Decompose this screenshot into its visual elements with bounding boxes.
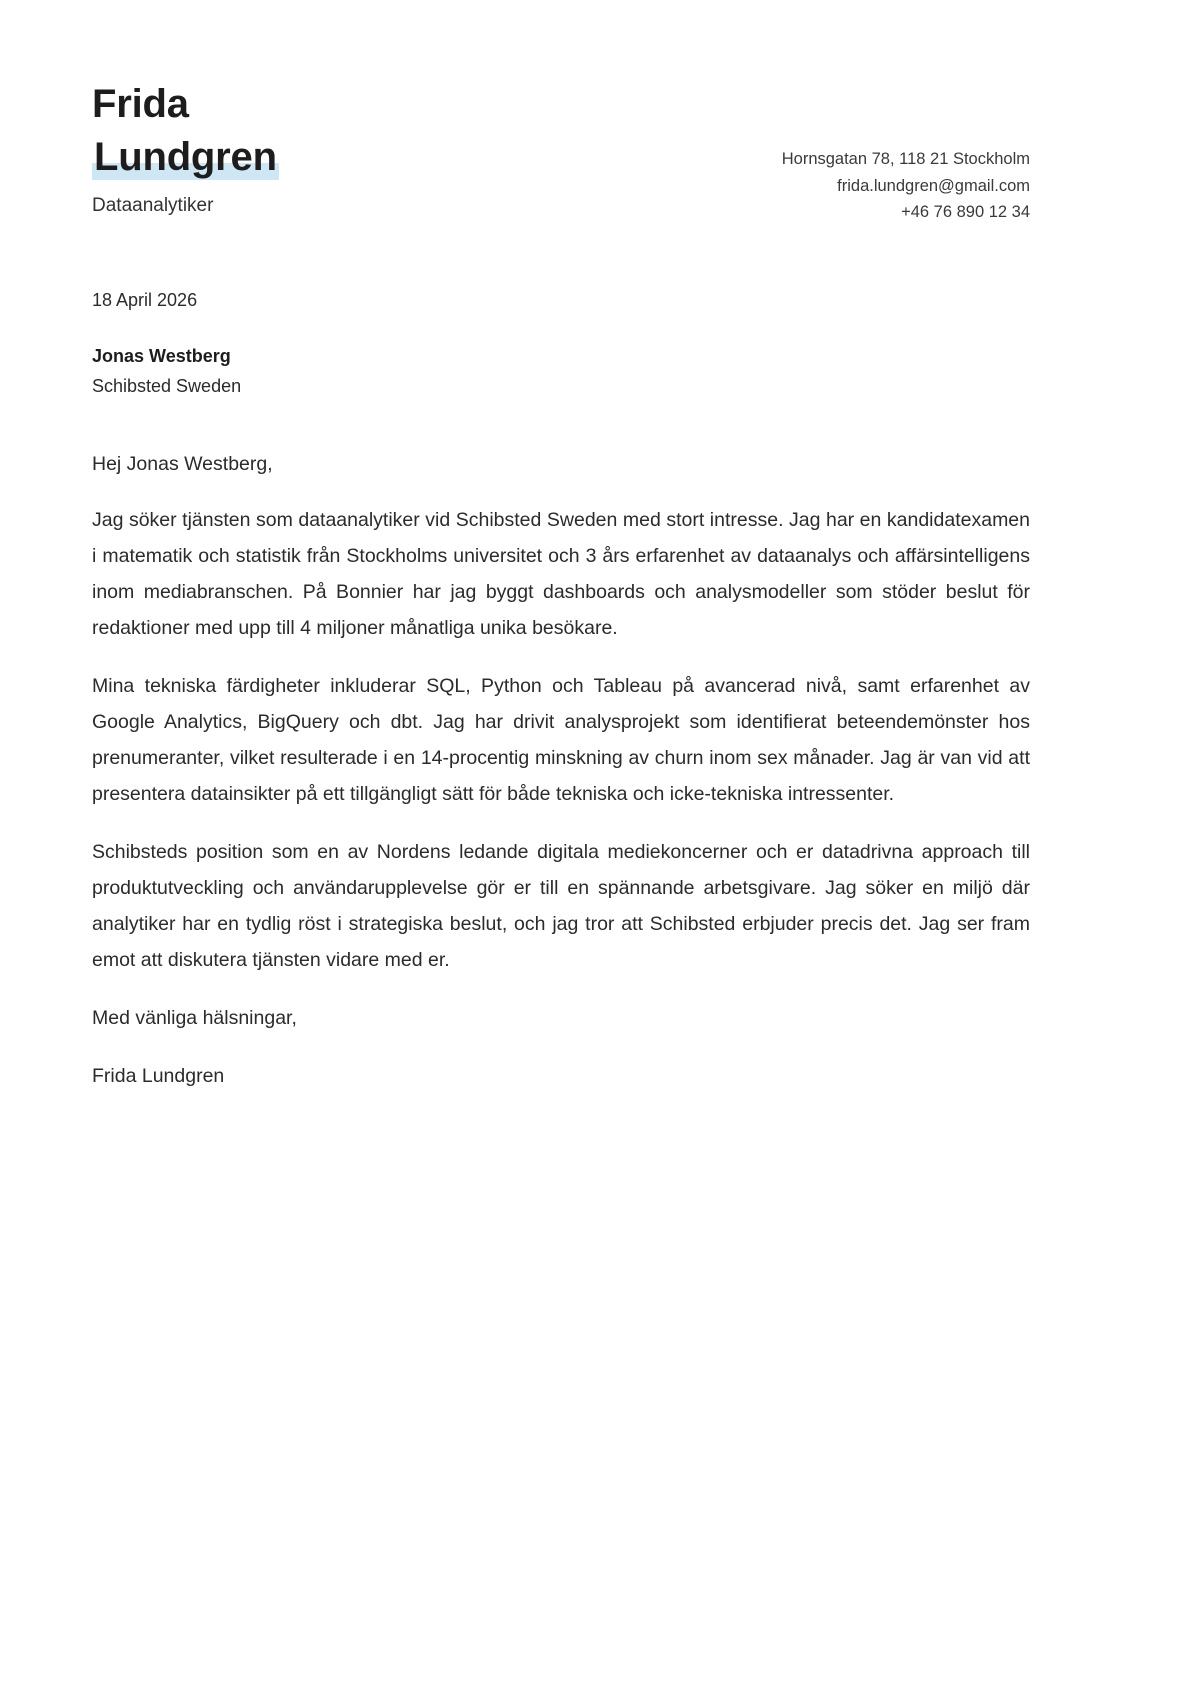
applicant-identity (92, 78, 279, 218)
applicant-last-name-wrapper (92, 131, 279, 184)
recipient-name: Jonas Westberg (92, 346, 231, 367)
letter-closing: Med vänliga hälsningar, (92, 1007, 297, 1030)
letter-paragraph-1: Jag söker tjänsten som dataanalytiker vid Schibsted Sweden med stort intresse. Jag har en kandidatexamen i matematik och statistik från Stockholms universitet och 3 års erfarenhet av dataanalys och affärsintelligens inom mediabranschen. På Bonnier har jag byggt dashboards och analysmodeller som stöder beslut för redaktioner med upp till 4 miljoner månatliga unika besökare. (92, 508, 1030, 639)
applicant-last-name: Lundgren (94, 134, 277, 179)
letter-date: 18 April 2026 (92, 290, 198, 311)
salutation: Hej Jonas Westberg, (92, 452, 273, 475)
letter-body (92, 446, 1030, 1095)
letter-meta (92, 288, 1030, 399)
recipient-company: Schibsted Sweden (92, 376, 242, 397)
contact-phone[interactable]: +46 76 890 12 34 (901, 203, 1030, 222)
applicant-job-title: Dataanalytiker (92, 194, 214, 216)
letter-header (92, 78, 1030, 226)
contact-block (782, 78, 1030, 226)
contact-email[interactable]: frida.lundgren@gmail.com (837, 176, 1030, 195)
letter-paragraph-2: Mina tekniska färdigheter inkluderar SQL, Python och Tableau på avancerad nivå, samt erfarenhet av Google Analytics, BigQuery och dbt. Jag har drivit analysprojekt som identifierat beteendemönster hos prenumeranter, vilket resulterade i en 14-procentig minskning av churn inom sex månader. Jag är van vid att presentera datainsikter på ett tillgängligt sätt för både tekniska och icke-tekniska intressenter. (92, 674, 1030, 806)
applicant-name (92, 78, 279, 184)
contact-address: Hornsgatan 78, 118 21 Stockholm (781, 150, 1030, 168)
letter-paragraph-3: Schibsteds position som en av Nordens ledande digitala mediekoncerner och er datadrivna approach till produktutveckling och användarupplevelse gör er till en spännande arbetsgivare. Jag söker en miljö där analytiker har en tydlig röst i strategiska beslut, och jag tror att Schibsted erbjuder precis det. Jag ser fram emot att diskutera tjänsten vidare med er. (92, 841, 1030, 972)
letter-signature: Frida Lundgren (92, 1065, 225, 1088)
applicant-first-name: Frida (92, 82, 189, 126)
